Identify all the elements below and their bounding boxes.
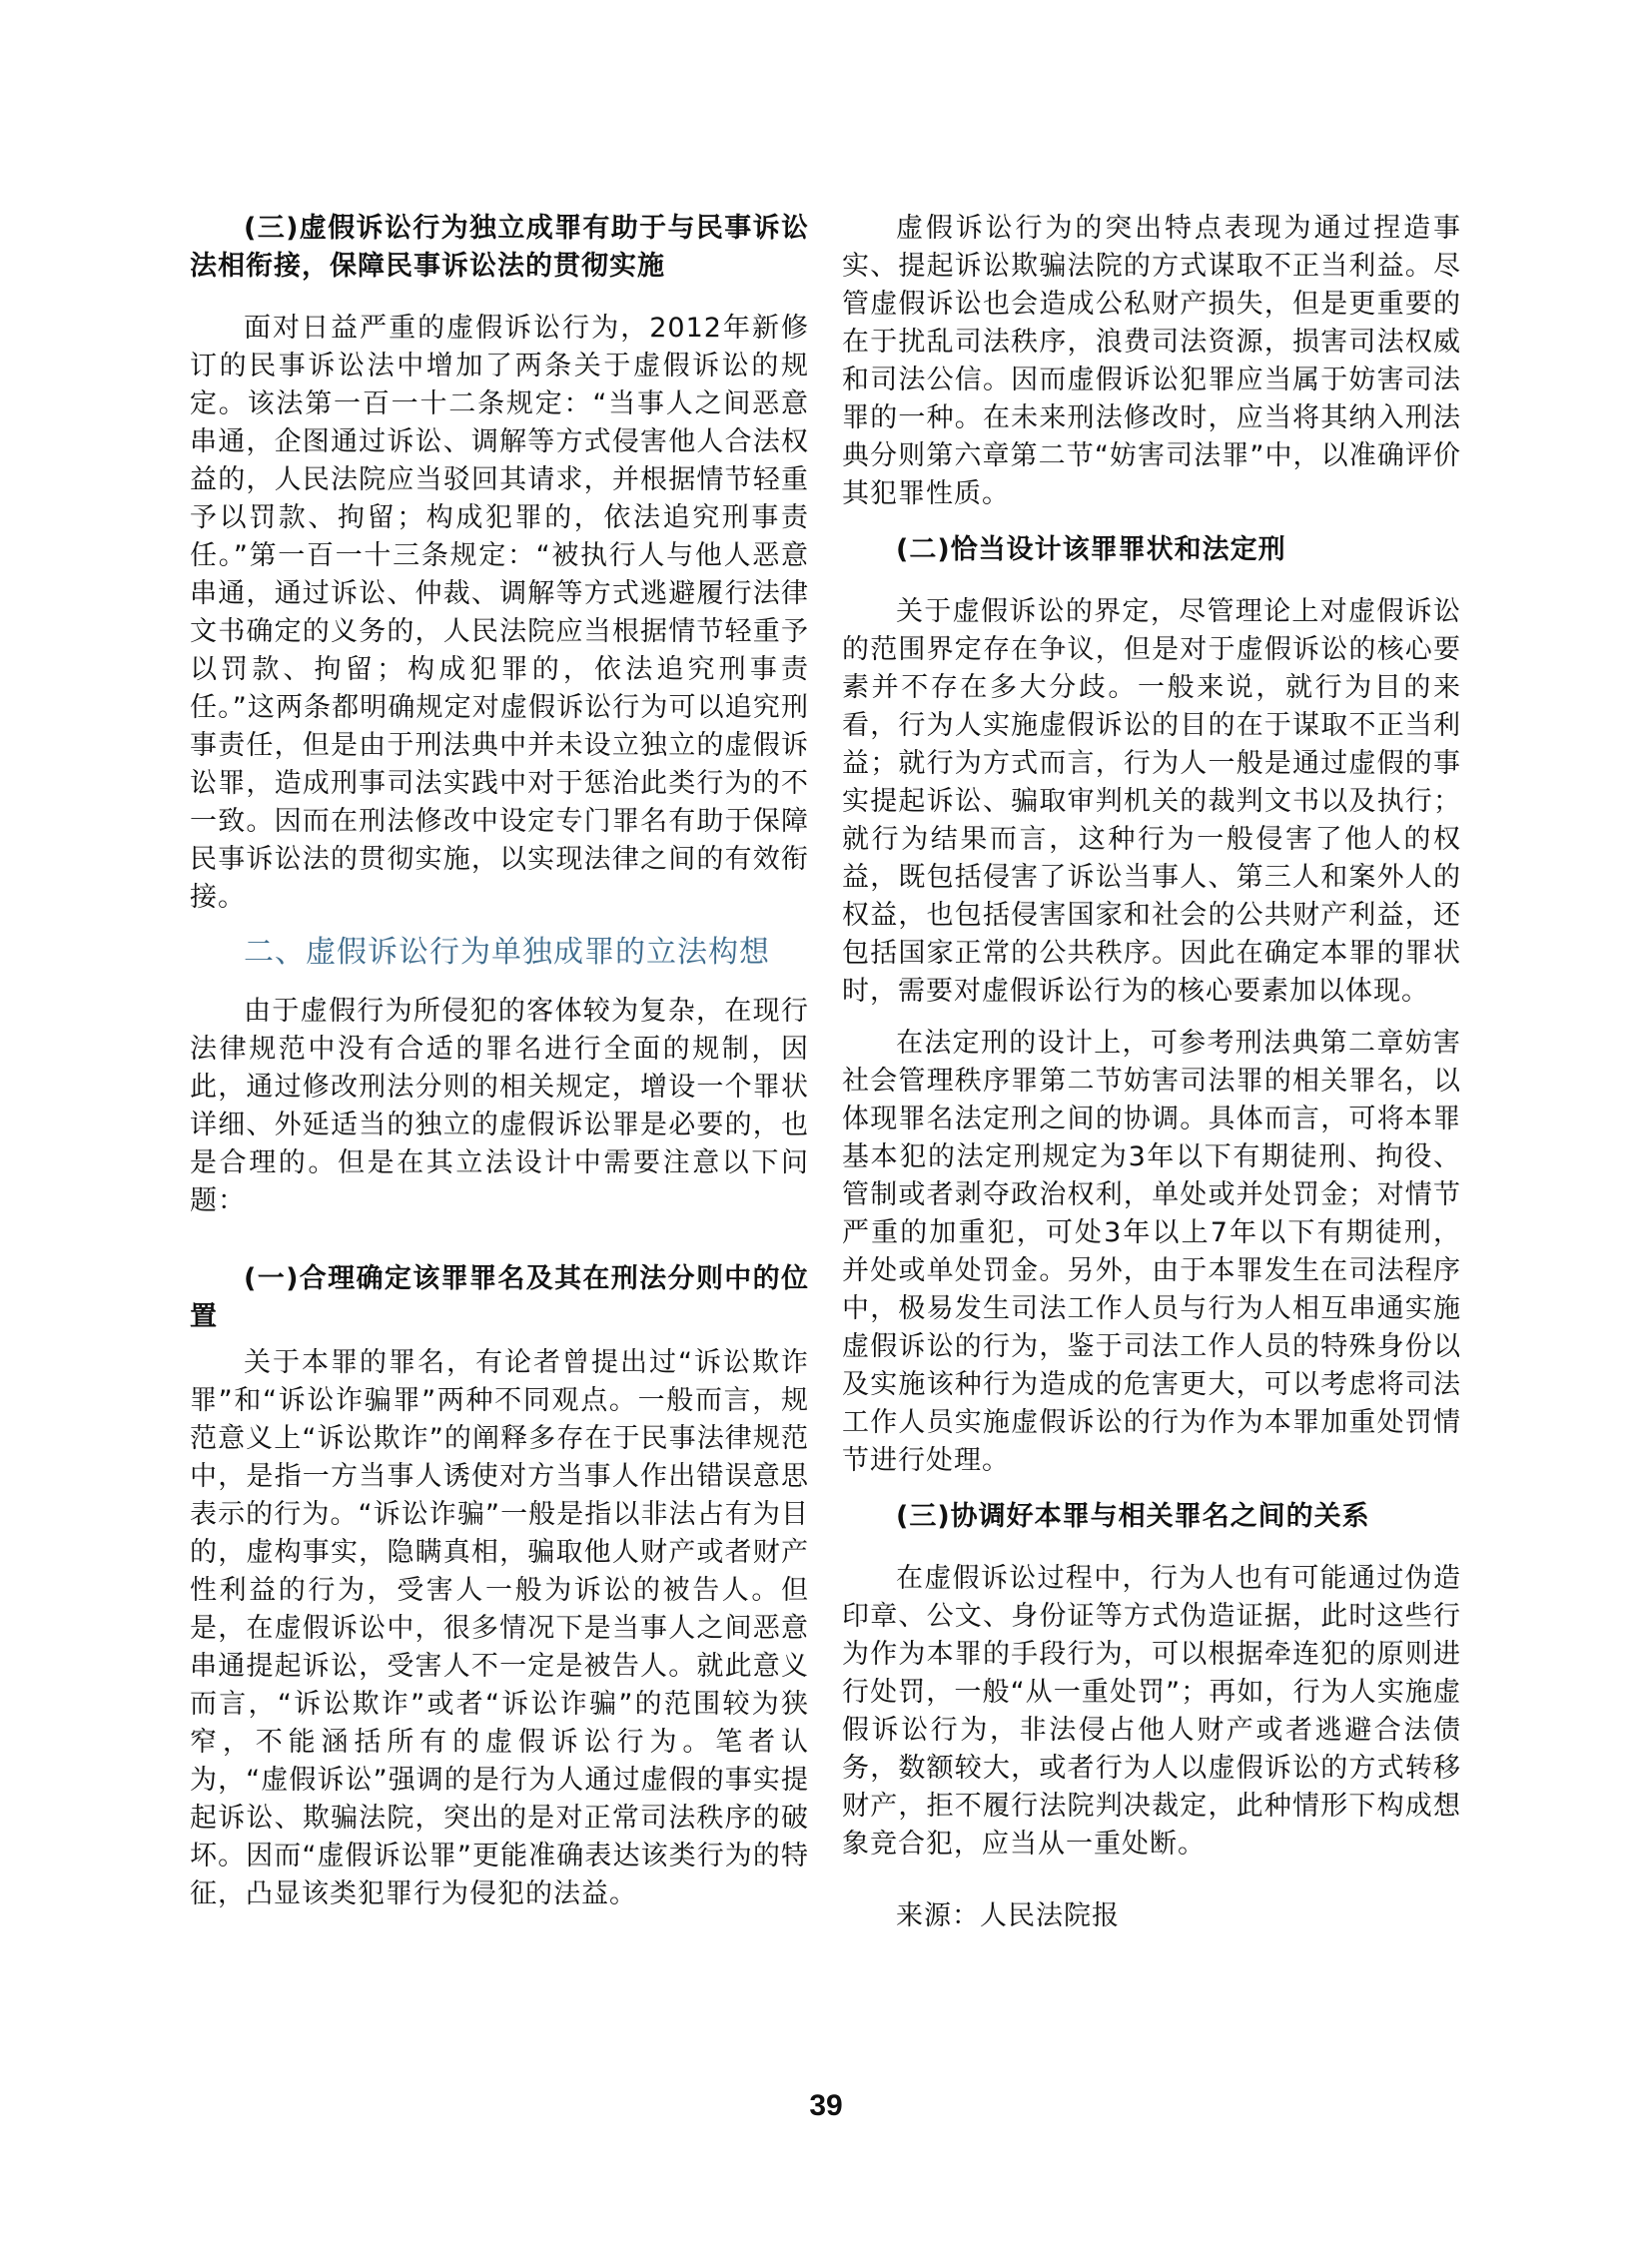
page-number: 39 xyxy=(809,2089,843,2122)
paragraph: 在虚假诉讼过程中，行为人也有可能通过伪造印章、公文、身份证等方式伪造证据，此时这些行为作为本罪的手段行为，可以根据牵连犯的原则进行处罚，一般“从一重处罚”；再如，行为人实施虚假诉讼行为，非法侵占他人财产或者逃避合法债务，数额较大，或者行为人以虚假诉讼的方式转移财产，拒不履行法院判决裁定，此种情形下构成想象竞合犯，应当从一重处断。 xyxy=(842,1563,1461,1860)
paragraph: 由于虚假行为所侵犯的客体较为复杂，在现行法律规范中没有合适的罪名进行全面的规制，因此，通过修改刑法分则的相关规定，增设一个罪状详细、外延适当的独立的虚假诉讼罪是必要的，也是合理的。但是在其立法设计中需要注意以下问题： xyxy=(190,996,809,1216)
right-column xyxy=(842,210,1461,1935)
paragraph: 面对日益严重的虚假诉讼行为，2012年新修订的民事诉讼法中增加了两条关于虚假诉讼的规定。该法第一百一十二条规定：“当事人之间恶意串通，企图通过诉讼、调解等方式侵害他人合法权益的，人民法院应当驳回其请求，并根据情节轻重予以罚款、拘留；构成犯罪的，依法追究刑事责任。”第一百一十三条规定：“被执行人与他人恶意串通，通过诉讼、仲裁、调解等方式逃避履行法律文书确定的义务的，人民法院应当根据情节轻重予以罚款、拘留；构成犯罪的，依法追究刑事责任。”这两条都明确规定对虚假诉讼行为可以追究刑事责任，但是由于刑法典中并未设立独立的虚假诉讼罪，造成刑事司法实践中对于惩治此类行为的不一致。因而在刑法修改中设定专门罪名有助于保障民事诉讼法的贯彻实施，以实现法律之间的有效衔接。 xyxy=(190,313,809,913)
section-heading-3: (三)虚假诉讼行为独立成罪有助于与民事诉讼法相衔接，保障民事诉讼法的贯彻实施 xyxy=(190,213,809,282)
section-heading-1: (一)合理确定该罪罪名及其在刑法分则中的位置 xyxy=(190,1263,809,1332)
section-heading-2: (二)恰当设计该罪罪状和法定刑 xyxy=(896,534,1286,565)
paragraph: 在法定刑的设计上，可参考刑法典第二章妨害社会管理秩序罪第二节妨害司法罪的相关罪名，以体现罪名法定刑之间的协调。具体而言，可将本罪基本犯的法定刑规定为3年以下有期徒刑、拘役、管制或者剥夺政治权利，单处或并处罚金；对情节严重的加重犯，可处3年以上7年以下有期徒刑，并处或单处罚金。另外，由于本罪发生在司法程序中，极易发生司法工作人员与行为人相互串通实施虚假诉讼的行为，鉴于司法工作人员的特殊身份以及实施该种行为造成的危害更大，可以考虑将司法工作人员实施虚假诉讼的行为作为本罪加重处罚情节进行处理。 xyxy=(842,1028,1461,1476)
section-heading-3: (三)协调好本罪与相关罪名之间的关系 xyxy=(896,1501,1370,1532)
paragraph: 关于本罪的罪名，有论者曾提出过“诉讼欺诈罪”和“诉讼诈骗罪”两种不同观点。一般而言，规范意义上“诉讼欺诈”的阐释多存在于民事法律规范中，是指一方当事人诱使对方当事人作出错误意思表示的行为。“诉讼诈骗”一般是指以非法占有为目的，虚构事实，隐瞒真相，骗取他人财产或者财产性利益的行为，受害人一般为诉讼的被告人。但是，在虚假诉讼中，很多情况下是当事人之间恶意串通提起诉讼，受害人不一定是被告人。就此意义而言，“诉讼欺诈”或者“诉讼诈骗”的范围较为狭窄，不能涵括所有的虚假诉讼行为。笔者认为，“虚假诉讼”强调的是行为人通过虚假的事实提起诉讼、欺骗法院，突出的是对正常司法秩序的破坏。因而“虚假诉讼罪”更能准确表达该类行为的特征，凸显该类犯罪行为侵犯的法益。 xyxy=(190,1347,809,1909)
paragraph: 关于虚假诉讼的界定，尽管理论上对虚假诉讼的范围界定存在争议，但是对于虚假诉讼的核心要素并不存在多大分歧。一般来说，就行为目的来看，行为人实施虚假诉讼的目的在于谋取不正当利益；就行为方式而言，行为人一般是通过虚假的事实提起诉讼、骗取审判机关的裁判文书以及执行；就行为结果而言，这种行为一般侵害了他人的权益，既包括侵害了诉讼当事人、第三人和案外人的权益，也包括侵害国家和社会的公共财产利益，还包括国家正常的公共秩序。因此在确定本罪的罪状时，需要对虚假诉讼行为的核心要素加以体现。 xyxy=(842,596,1461,1007)
chapter-heading-2: 二、虚假诉讼行为单独成罪的立法构想 xyxy=(244,935,770,970)
source-line: 来源：人民法院报 xyxy=(896,1900,1120,1931)
paragraph: 虚假诉讼行为的突出特点表现为通过捏造事实、提起诉讼欺骗法院的方式谋取不正当利益。尽管虚假诉讼也会造成公私财产损失，但是更重要的在于扰乱司法秩序，浪费司法资源，损害司法权威和司法公信。因而虚假诉讼犯罪应当属于妨害司法罪的一种。在未来刑法修改时，应当将其纳入刑法典分则第六章第二节“妨害司法罪”中，以准确评价其犯罪性质。 xyxy=(842,213,1461,509)
left-column xyxy=(190,210,809,1927)
